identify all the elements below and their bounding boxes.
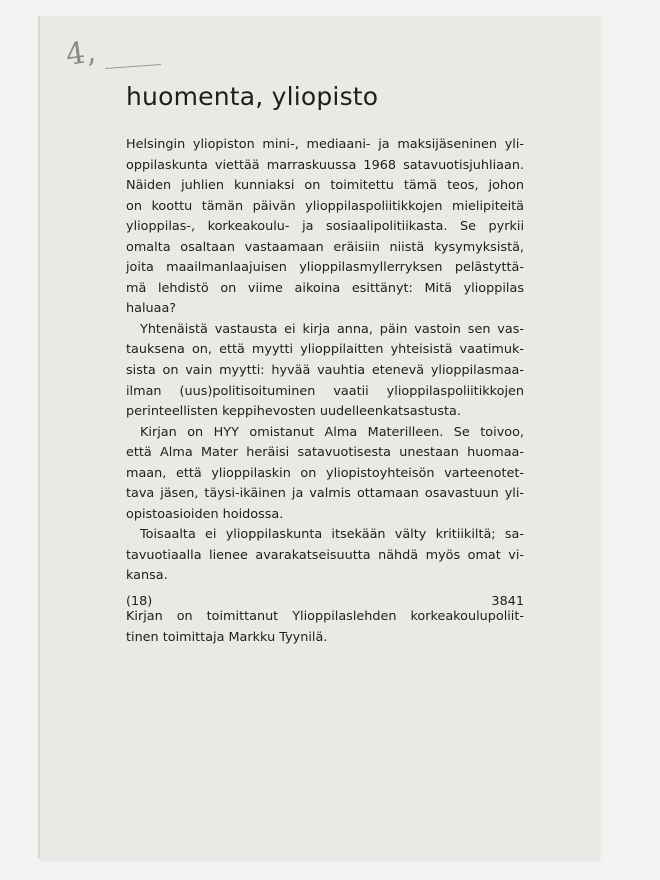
text-line: Kirjan on HYY omistanut Alma Materilleen. Se toivoo,: [140, 424, 524, 440]
text-line: omalta osaltaan vastaamaan eräisiin niistä kysymyksistä,: [126, 239, 524, 255]
text-line: opistoasioiden hoidossa.: [126, 506, 284, 522]
text-line: ilman (uus)politisoituminen vaatii ylioppilaspoliitikkojen: [126, 383, 524, 399]
text-line: sista on vain myytti: hyvää vauhtia etenevä ylioppilasmaa-: [126, 363, 524, 379]
handwritten-note: 4,: [63, 34, 99, 73]
blurb-text: [126, 135, 524, 648]
text-line: kansa.: [126, 568, 168, 584]
paragraph: [126, 320, 524, 423]
text-line: tauksena on, että myytti ylioppilaitten yhteisistä vaatimuk-: [126, 342, 524, 358]
text-line: Helsingin yliopiston mini-, mediaani- ja maksijäseninen yli-: [126, 137, 524, 152]
text-line: Yhtenäistä vastausta ei kirja anna, päin vastoin sen vas-: [140, 321, 524, 337]
text-line: Toisaalta ei ylioppilaskunta itsekään välty kritiikiltä; sa-: [140, 527, 524, 543]
text-line: mä lehdistö on viime aikoina esittänyt: Mitä ylioppilas: [126, 280, 524, 296]
paragraph: [126, 525, 524, 587]
text-line: ylioppilas-, korkeakoulu- ja sosiaalipolitiikasta. Se pyrkii: [126, 219, 524, 235]
footer: [126, 594, 524, 609]
paragraph: [126, 423, 524, 526]
text-line: Näiden juhlien kunniaksi on toimitettu tämä teos, johon: [126, 178, 524, 194]
text-line: tava jäsen, täysi-ikäinen ja valmis ottamaan osavastuun yli-: [126, 486, 524, 502]
text-line: Kirjan on toimittanut Ylioppilaslehden korkeakoulupoliit-: [126, 609, 524, 625]
text-line: joita maailmanlaajuisen ylioppilasmyllerryksen pelästyttä-: [126, 260, 524, 276]
book-title: huomenta, yliopisto: [126, 82, 379, 111]
text-line: maan, että ylioppilaskin on yliopistoyhteisön varteenotet-: [126, 465, 524, 481]
text-line: että Alma Mater heräisi satavuotisesta unestaan huomaa-: [126, 445, 524, 461]
text-line: perinteellisten keppihevosten uudelleenkatsastusta.: [126, 404, 461, 420]
text-line: tavuotiaalla lienee avarakatseisuutta nähdä myös omat vi-: [126, 547, 524, 563]
text-line: oppilaskunta viettää marraskuussa 1968 satavuotisjuhliaan.: [126, 157, 524, 173]
page-count: (18): [126, 594, 153, 609]
text-line: haluaa?: [126, 301, 177, 317]
text-line: tinen toimittaja Markku Tyynilä.: [126, 629, 328, 645]
paragraph: [126, 607, 524, 648]
text-line: on koottu tämän päivän ylioppilaspoliitikkojen mielipiteitä: [126, 198, 524, 214]
paragraph: [126, 135, 524, 320]
catalog-number: 3841: [491, 594, 524, 609]
